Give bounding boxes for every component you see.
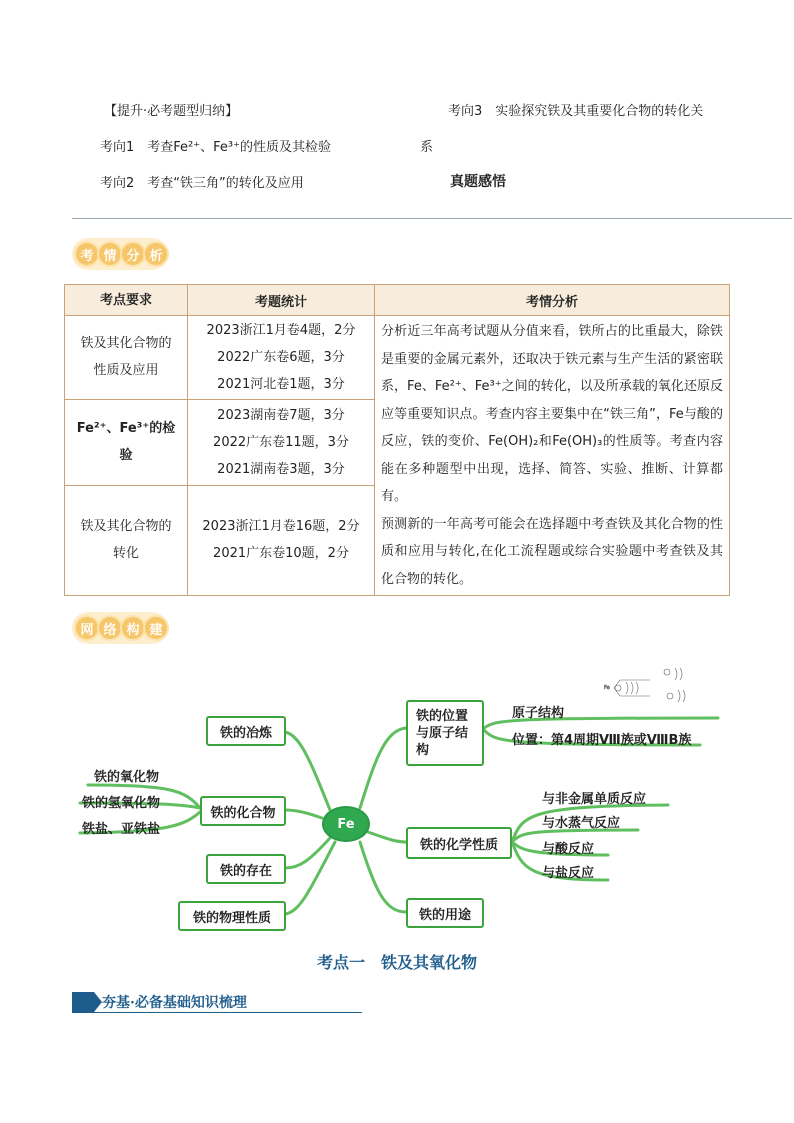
analysis-text: 分析近三年高考试题从分值来看，铁所占的比重最大，除铁是重要的金属元素外，还取决于铁元素与生产生活的紧密联系，Fe、Fe²⁺、Fe³⁺之间的转化，以及所承载的氧化还原反应等重要知识点。考查内容主要集中在“铁三角”，Fe与酸的反应，铁的变价、Fe(OH)₂和Fe(OH)₃的性质等。考查内容能在多种题型中出现，选择、简答、实验、推断、计算都有。: [381, 324, 723, 504]
cell-line: Fe²⁺、Fe³⁺的检: [76, 421, 176, 437]
cell-line: 2021广东卷10题，2分: [213, 546, 349, 562]
badge-char: 考: [76, 243, 98, 265]
table-header: 考情分析: [375, 285, 730, 316]
mindmap-center: Fe: [322, 806, 370, 842]
badge-char: 网: [76, 617, 98, 639]
table-header: 考点要求: [65, 285, 188, 316]
toc-item-1: 考向1 考查Fe²⁺、Fe³⁺的性质及其检验: [100, 140, 331, 155]
cell-line: 2023湖南卷7题，3分: [217, 407, 345, 423]
leaf-salts: 铁盐、亚铁盐: [82, 822, 161, 837]
leaf-salt: 与盐反应: [542, 866, 595, 881]
toc-heading: 【提升·必考题型归纳】: [104, 104, 239, 119]
cell-line: 2023浙江1月卷4题，2分: [206, 322, 356, 338]
badge-char: 建: [145, 617, 167, 639]
node-physical: 铁的物理性质: [178, 901, 286, 931]
leaf-acid: 与酸反应: [542, 842, 595, 857]
node-compounds: 铁的化合物: [200, 796, 286, 826]
badge-char: 情: [99, 243, 121, 265]
badge-char: 络: [99, 617, 121, 639]
cell-line: 2022广东卷11题，3分: [213, 434, 349, 450]
node-existence: 铁的存在: [206, 854, 286, 884]
section-title: 考点一 铁及其氧化物: [316, 953, 477, 972]
cell-line: 2021湖南卷3题，3分: [217, 461, 345, 477]
analysis-prediction: 预测新的一年高考可能会在选择题中考查铁及其化合物的性质和应用与转化,在化工流程题或综合实验题中考查铁及其化合物的转化。: [381, 516, 723, 587]
cell-line: 2023浙江1月卷16题，2分: [202, 519, 360, 535]
cell-line: 铁及其化合物的: [80, 336, 172, 352]
node-chemical: 铁的化学性质: [406, 827, 512, 859]
cell-line: 性质及应用: [93, 363, 159, 379]
bar-title: 夯基·必备基础知识梳理: [102, 995, 247, 1011]
toc-zhenti: 真题感悟: [450, 174, 506, 190]
table-header: 考题统计: [188, 285, 375, 316]
leaf-oxide: 铁的氧化物: [94, 770, 160, 785]
badge-char: 析: [145, 243, 167, 265]
node-position: 铁的位置与原子结构: [406, 700, 484, 766]
toc-item-2: 考向2 考查“铁三角”的转化及应用: [100, 176, 304, 191]
leaf-period: 位置：第4周期Ⅷ族或ⅧB族: [512, 733, 692, 748]
leaf-atom: 原子结构: [512, 706, 565, 721]
cell-line: 铁及其化合物的: [80, 519, 172, 535]
cell-line: 2022广东卷6题，3分: [217, 349, 345, 365]
node-smelting: 铁的冶炼: [206, 716, 286, 746]
toc-item-3-cont: 系: [420, 140, 434, 155]
node-uses: 铁的用途: [406, 898, 484, 928]
leaf-nonmetal: 与非金属单质反应: [542, 792, 647, 807]
cell-line: 验: [119, 448, 133, 464]
leaf-hydroxide: 铁的氢氧化物: [82, 796, 161, 811]
bar-arrow-icon: [72, 992, 104, 1012]
electron-diagram: [604, 668, 685, 702]
bar-underline: [72, 1012, 362, 1013]
badge-char: 分: [122, 243, 144, 265]
svg-text:Fe: Fe: [604, 685, 610, 691]
toc-item-3: 考向3 实验探究铁及其重要化合物的转化关: [448, 104, 704, 119]
cell-line: 2021河北卷1题，3分: [217, 376, 345, 392]
leaf-steam: 与水蒸气反应: [542, 816, 621, 831]
badge-char: 构: [122, 617, 144, 639]
cell-line: 转化: [112, 546, 139, 562]
